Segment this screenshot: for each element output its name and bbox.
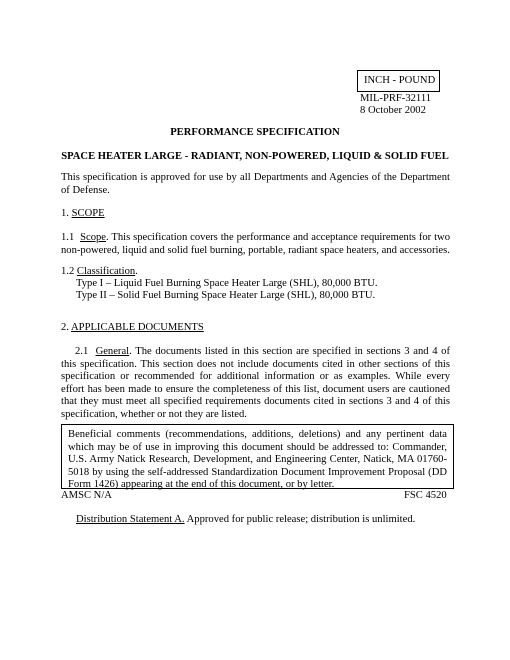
classification-heading [61,266,138,279]
section-2-number: 2. [61,322,69,333]
scope-label: Scope [80,232,106,243]
distribution-text: Approved for public release; distribution is unlimited. [184,514,416,525]
scope-number: 1.1 [61,232,75,243]
intro-paragraph: This specification is approved for use by all Departments and Agencies of the Department of Defense. [61,172,450,196]
scope-text: . This specification covers the performance and acceptance requirements for two non-powered, liquid and solid fuel burning, portable, radiant space heaters, and accessories. [61,232,450,256]
distribution-statement [76,514,415,527]
classification-number: 1.2 [61,266,75,277]
section-1-title: SCOPE [71,208,105,219]
section-1-number: 1. [61,208,69,219]
classification-suffix: . [135,266,138,277]
section-2-heading [61,322,204,335]
inch-pound-box [357,70,440,92]
general-text: . The documents listed in this section are specified in sections 3 and 4 of this specification. This section does not include documents cited in other sections of this specification or recommended for additional information or as examples. While every effort has been made to ensure the completeness of this list, document users are cautioned that they must meet all specified requirements documents cited in sections 3 and 4 of this specification, whether or not they are listed. [61,346,450,420]
scope-paragraph [61,232,450,257]
spec-number: MIL-PRF-32111 [360,93,432,104]
section-2-title: APPLICABLE DOCUMENTS [71,322,204,333]
section-1-heading [61,208,105,221]
classification-type-1: Type I – Liquid Fuel Burning Space Heater Large (SHL), 80,000 BTU. [76,278,378,289]
comments-text: Beneficial comments (recommendations, additions, deletions) and any pertinent data which may be of use in improving this document should be addressed to: Commander, U.S. Army Natick Research, Development, and Engineering Center, Natick, MA 01760-5018 by using the self-addressed Standardization Document Improvement Proposal (DD Form 1426) appearing at the end of this document, or by letter. [68,429,447,491]
classification-type-2: Type II – Solid Fuel Burning Space Heater Large (SHL), 80,000 BTU. [76,290,376,301]
general-label: General [95,346,130,357]
spec-date: 8 October 2002 [360,105,426,116]
inch-pound-label: INCH - POUND [364,75,436,86]
general-paragraph [61,346,450,422]
fsc-label: FSC 4520 [404,490,447,501]
amsc-label: AMSC N/A [61,490,112,501]
comments-box [61,424,454,489]
distribution-label: Distribution Statement A. [76,514,185,525]
document-subtitle: SPACE HEATER LARGE - RADIANT, NON-POWERED, LIQUID & SOLID FUEL [61,151,449,162]
document-title: PERFORMANCE SPECIFICATION [170,127,340,138]
classification-label: Classification [76,266,136,277]
general-number: 2.1 [75,346,89,357]
